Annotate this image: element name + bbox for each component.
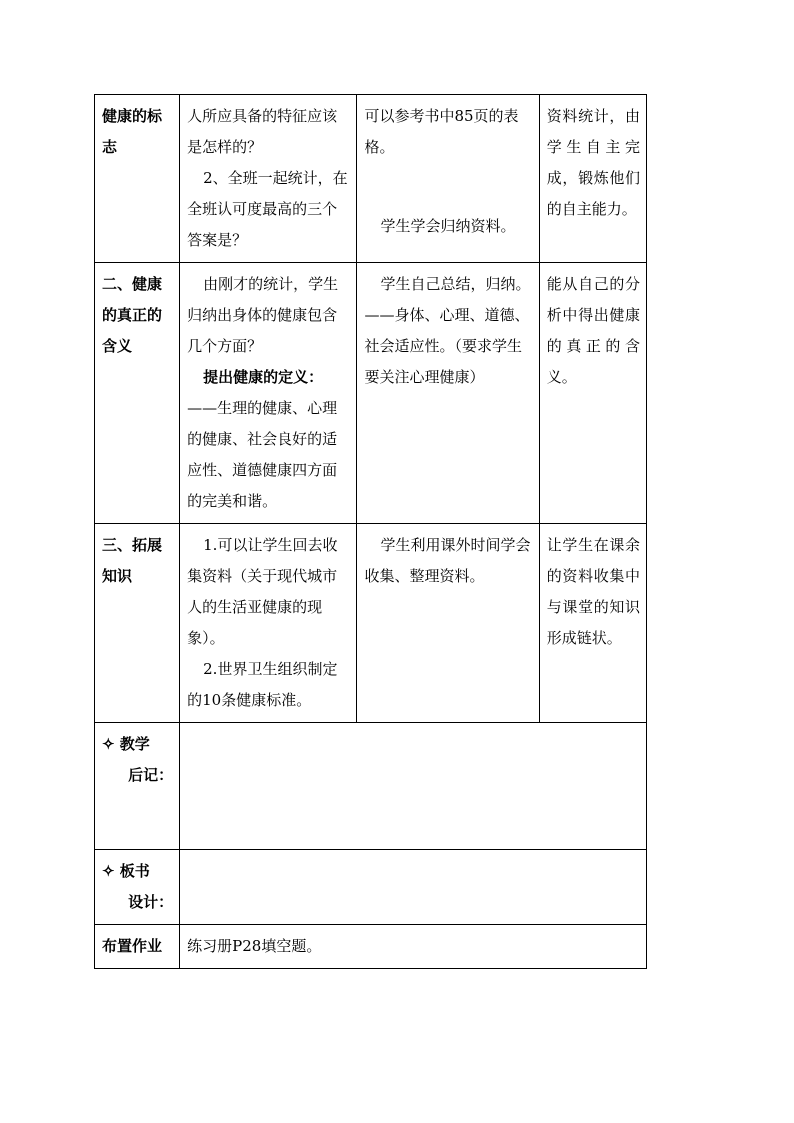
table-row — [95, 723, 647, 850]
label-top: ✧ 板书 — [102, 862, 150, 880]
student-cell — [357, 524, 539, 723]
notes-cell — [180, 723, 647, 850]
activity-text: 提出健康的定义： — [203, 368, 324, 386]
student-text: 学生利用课外时间学会收集、整理资料。 — [364, 536, 531, 585]
label-bottom: 后记： — [128, 766, 174, 784]
activity-text: 2、全班一起统计，在全班认可度最高的三个答案是？ — [187, 169, 348, 249]
table-row — [95, 524, 647, 723]
row-label: 二、健康的真正的含义 — [95, 263, 180, 524]
row-label — [95, 850, 180, 925]
intent-text: 让学生在课余的资料收集中与课堂的知识形成链状。 — [546, 536, 640, 647]
label-bottom: 设计： — [128, 893, 174, 911]
intent-cell — [539, 95, 646, 263]
activity-cell — [180, 263, 357, 524]
table-row — [95, 850, 647, 925]
table-row — [95, 95, 647, 263]
row-label: 健康的标志 — [95, 95, 180, 263]
label-top: ✧ 教学 — [102, 735, 150, 753]
activity-text: 由刚才的统计，学生归纳出身体的健康包含几个方面？ — [187, 275, 339, 355]
intent-text: 能从自己的分析中得出健康的真正的含义。 — [546, 275, 640, 386]
student-text: 学生学会归纳资料。 — [380, 217, 516, 235]
student-text: 可以参考书中85页的表格。 — [364, 107, 519, 156]
student-cell — [357, 263, 539, 524]
activity-cell — [180, 524, 357, 723]
board-design-cell — [180, 850, 647, 925]
homework-cell: 练习册P28填空题。 — [180, 925, 647, 969]
row-label — [95, 723, 180, 850]
intent-text: 资料统计，由学生自主完成，锻炼他们的自主能力。 — [546, 107, 640, 218]
table-row — [95, 925, 647, 969]
student-cell — [357, 95, 539, 263]
activity-text: 1.可以让学生回去收集资料（关于现代城市人的生活亚健康的现象）。 — [187, 536, 338, 647]
student-text: 学生自己总结，归纳。——身体、心理、道德、社会适应性。（要求学生要关注心理健康） — [364, 275, 531, 386]
activity-text: 人所应具备的特征应该是怎样的？ — [187, 107, 338, 156]
table-row — [95, 263, 647, 524]
row-label: 布置作业 — [95, 925, 180, 969]
row-label: 三、拓展知识 — [95, 524, 180, 723]
activity-text: 2.世界卫生组织制定的10条健康标准。 — [187, 660, 338, 709]
activity-cell — [180, 95, 357, 263]
activity-text: ——生理的健康、心理的健康、社会良好的适应性、道德健康四方面的完美和谐。 — [187, 399, 338, 510]
intent-cell — [539, 263, 646, 524]
lesson-plan-table — [94, 94, 647, 969]
intent-cell — [539, 524, 646, 723]
